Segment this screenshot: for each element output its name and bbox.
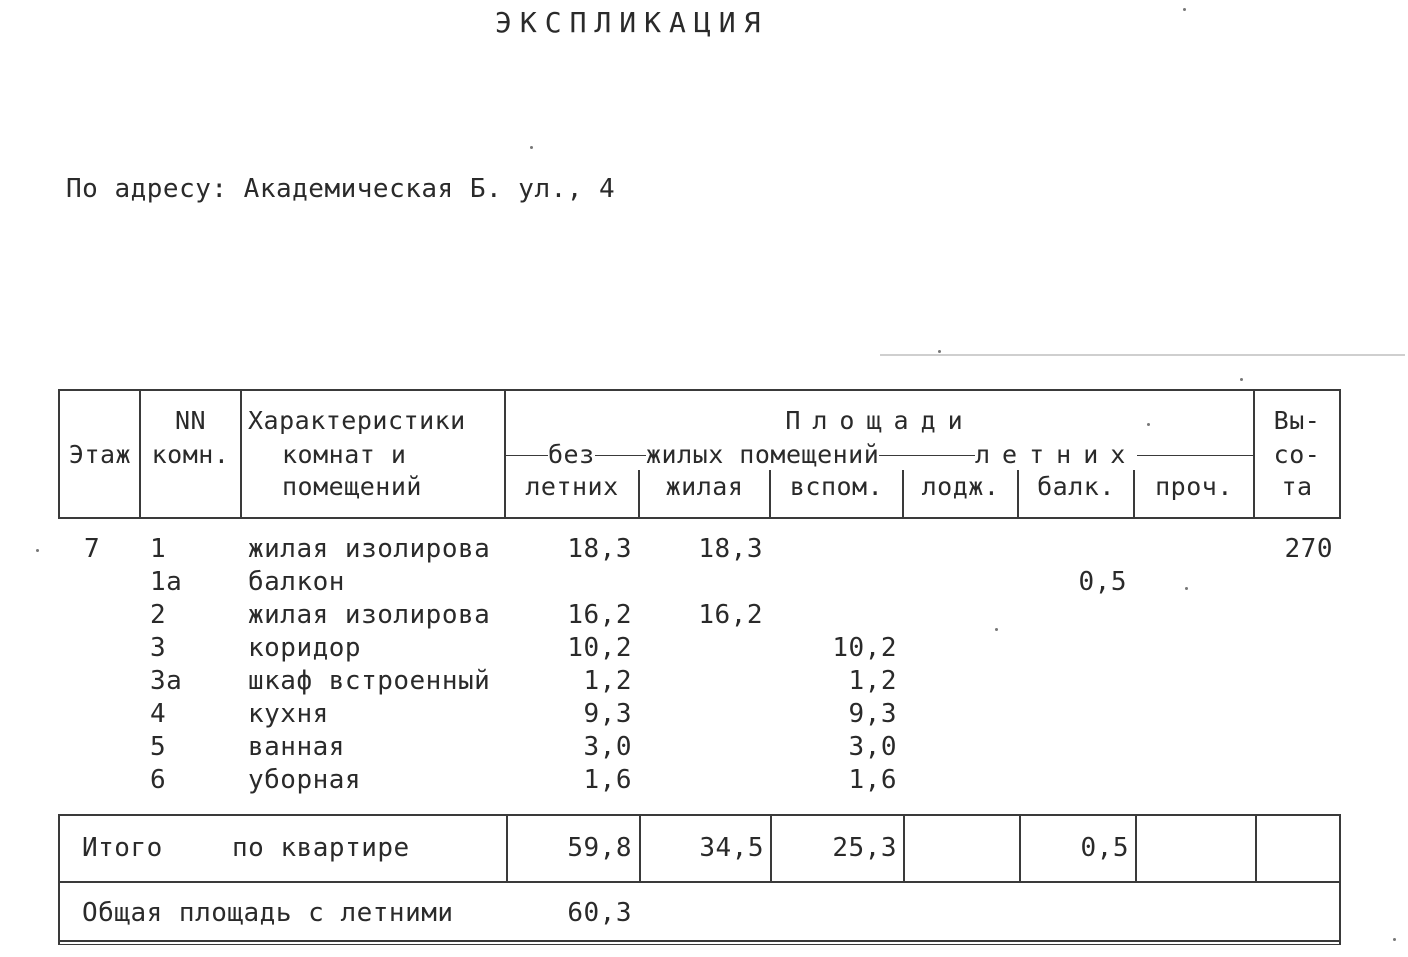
row-number: 5 <box>150 732 167 762</box>
row-number: 1 <box>150 534 167 564</box>
header-height-1: Вы- <box>1273 406 1321 435</box>
scan-speck <box>995 628 998 631</box>
header-aux: вспом. <box>789 472 884 501</box>
col-divider <box>240 389 242 519</box>
row-number: 3 <box>150 633 167 663</box>
row-number: 3a <box>150 666 183 696</box>
grand-total-value: 60,3 <box>567 898 632 928</box>
scan-speck <box>1147 423 1150 426</box>
totals-right-border <box>1339 814 1341 945</box>
grand-total-label: Общая площадь с летними <box>82 898 454 928</box>
row-aux: 10,2 <box>832 633 897 663</box>
row-balcony: 0,5 <box>1078 567 1127 597</box>
row-description: кухня <box>248 699 329 729</box>
row-total: 10,2 <box>567 633 632 663</box>
table-right-border <box>1339 389 1341 519</box>
scan-line <box>880 354 1405 356</box>
header-balcony: балк. <box>1037 472 1115 501</box>
header-other: проч. <box>1155 472 1233 501</box>
totals-label-1: Итого <box>82 833 163 863</box>
row-aux: 9,3 <box>848 699 897 729</box>
header-without-summer-1: без <box>548 440 595 469</box>
subheader-rule <box>506 455 1254 456</box>
header-living-premises: жилых помещений <box>646 440 880 469</box>
document-title: ЭКСПЛИКАЦИЯ <box>495 6 769 39</box>
row-total: 1,2 <box>583 666 632 696</box>
header-height-2: со- <box>1273 440 1321 469</box>
totals-label-2: по квартире <box>232 833 410 863</box>
totals-col-divider <box>1255 814 1257 882</box>
row-description: коридор <box>248 633 362 663</box>
header-summer: летних <box>975 440 1138 469</box>
header-areas: Площади <box>785 406 975 435</box>
totals-col-divider <box>903 814 905 882</box>
scan-speck <box>1183 8 1186 11</box>
row-number: 6 <box>150 765 167 795</box>
row-number: 2 <box>150 600 167 630</box>
row-aux: 3,0 <box>848 732 897 762</box>
totals-bottom-border <box>58 881 1341 883</box>
header-char-1: Характеристики <box>248 406 466 435</box>
row-description: жилая изолирова <box>248 600 491 630</box>
row-description: ванная <box>248 732 345 762</box>
row-living: 18,3 <box>698 534 763 564</box>
totals-balcony: 0,5 <box>1080 833 1129 863</box>
row-aux: 1,6 <box>848 765 897 795</box>
row-total: 1,6 <box>583 765 632 795</box>
scan-speck <box>530 146 533 149</box>
table-bottom-border <box>58 940 1341 942</box>
row-height: 270 <box>1284 534 1333 564</box>
totals-top-border <box>58 814 1341 816</box>
totals-aux: 25,3 <box>832 833 897 863</box>
address-line: По адресу: Академическая Б. ул., 4 <box>66 174 616 204</box>
header-height-3: та <box>1281 472 1313 501</box>
scan-speck <box>36 549 39 552</box>
row-description: жилая изолирова <box>248 534 491 564</box>
row-floor: 7 <box>84 534 101 564</box>
header-rooms-2: комн. <box>151 440 230 469</box>
row-aux: 1,2 <box>848 666 897 696</box>
totals-living: 34,5 <box>699 833 764 863</box>
header-floor: Этаж <box>68 440 132 469</box>
row-total: 9,3 <box>583 699 632 729</box>
scan-speck <box>1240 378 1243 381</box>
header-rooms-1: NN <box>174 406 207 435</box>
row-total: 18,3 <box>567 534 632 564</box>
header-loggia: лодж. <box>921 472 1000 501</box>
row-total: 3,0 <box>583 732 632 762</box>
scan-speck <box>1185 587 1188 590</box>
row-number: 4 <box>150 699 167 729</box>
header-char-2: комнат и <box>282 440 407 469</box>
row-description: шкаф встроенный <box>248 666 491 696</box>
row-living: 16,2 <box>698 600 763 630</box>
table-bottom-border-double <box>58 944 1341 945</box>
header-char-3: помещений <box>282 472 422 501</box>
totals-total: 59,8 <box>567 833 632 863</box>
row-number: 1a <box>150 567 183 597</box>
header-living: жилая <box>665 472 744 501</box>
header-without-summer-2: летних <box>525 472 619 501</box>
header-bottom-border <box>58 517 1341 519</box>
totals-col-divider <box>1135 814 1137 882</box>
table-top-border <box>58 389 1341 391</box>
row-total: 16,2 <box>567 600 632 630</box>
row-description: уборная <box>248 765 362 795</box>
scan-speck <box>1393 938 1396 941</box>
scan-speck <box>938 350 941 353</box>
totals-left-border <box>58 814 60 945</box>
row-description: балкон <box>248 567 345 597</box>
